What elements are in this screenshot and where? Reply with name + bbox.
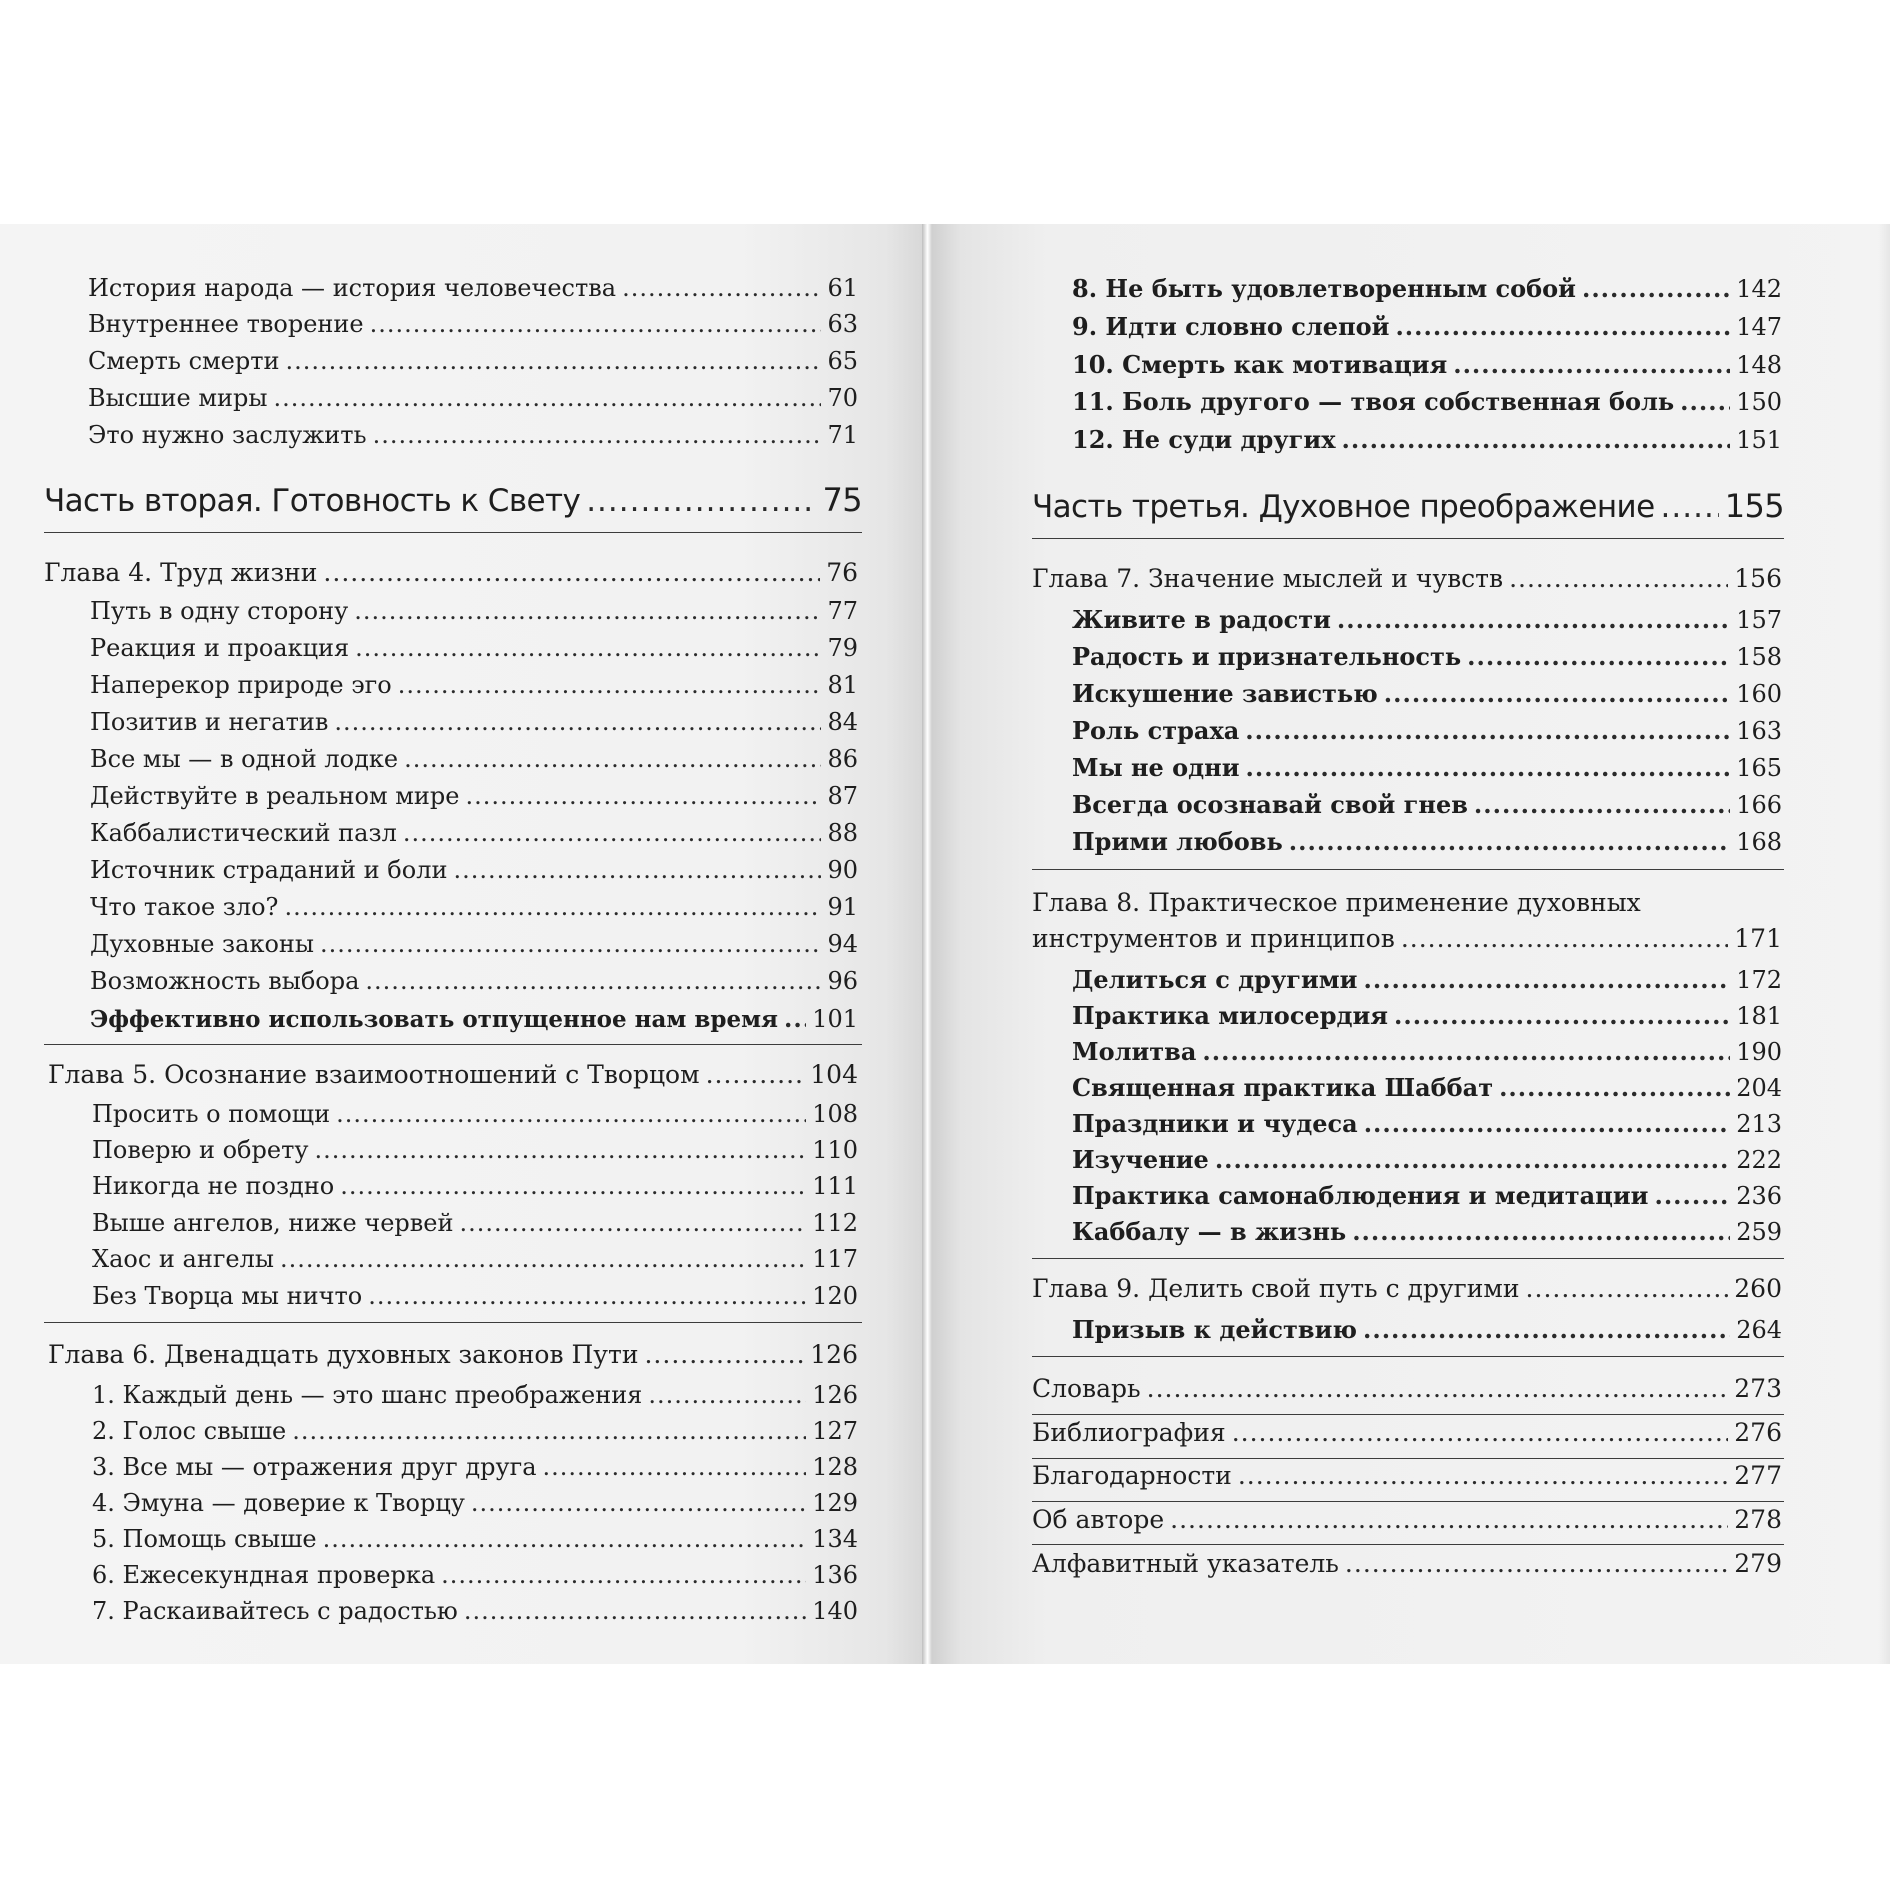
toc-entry-page: 87 (827, 782, 858, 810)
toc-entry-page: 111 (812, 1172, 858, 1200)
toc-entry-title: Это нужно заслужить (88, 421, 367, 449)
toc-entry (1072, 425, 1782, 454)
toc-entry-title: Прими любовь (1072, 827, 1283, 856)
toc-entry (1072, 1073, 1782, 1102)
divider (1032, 1544, 1784, 1545)
toc-chapter (1032, 1505, 1782, 1534)
chapter-title: Глава 6. Двенадцать духовных законов Пути (48, 1340, 639, 1369)
dot-leader (784, 1004, 806, 1033)
toc-entry-title: 4. Эмуна — доверие к Творцу (92, 1489, 465, 1517)
dot-leader (340, 1172, 806, 1200)
toc-entry (92, 1525, 858, 1553)
dot-leader (286, 347, 822, 375)
dot-leader (441, 1561, 806, 1589)
toc-entry (92, 1209, 858, 1237)
toc-entry (92, 1136, 858, 1164)
toc-entry (1072, 679, 1782, 708)
toc-entry-title: Без Творца мы ничто (92, 1282, 363, 1310)
toc-entry-page: 63 (827, 310, 858, 338)
toc-chapter (1032, 1549, 1782, 1578)
divider (1032, 1501, 1784, 1502)
toc-entry-page: 190 (1736, 1038, 1782, 1066)
toc-entry (1072, 605, 1782, 634)
toc-entry-title: Наперекор природе эго (90, 671, 392, 699)
toc-entry-page: 158 (1736, 643, 1782, 671)
dot-leader (1395, 312, 1730, 341)
dot-leader (543, 1453, 807, 1481)
part-title: Часть вторая. Готовность к Свету (44, 483, 581, 519)
toc-entry-title: 10. Смерть как мотивация (1072, 350, 1448, 379)
dot-leader (1680, 387, 1730, 416)
dot-leader (1467, 642, 1730, 671)
dot-leader (398, 671, 822, 699)
toc-entry-title: 7. Раскаивайтесь с радостью (92, 1597, 458, 1625)
toc-entry (1072, 753, 1782, 782)
toc-entry-title: Никогда не поздно (92, 1172, 335, 1200)
chapter-title: Алфавитный указатель (1032, 1549, 1339, 1578)
toc-chapter (1032, 1274, 1782, 1303)
toc-entry (92, 1245, 858, 1273)
divider (44, 532, 862, 533)
toc-chapter (1032, 1461, 1782, 1490)
toc-entry-title: 12. Не суди других (1072, 425, 1336, 454)
dot-leader (1363, 1315, 1730, 1344)
chapter-page: 156 (1734, 564, 1782, 593)
toc-entry (92, 1381, 858, 1409)
toc-entry-title: Внутреннее творение (88, 310, 364, 338)
toc-entry-title: Живите в радости (1072, 605, 1331, 634)
toc-entry (92, 1453, 858, 1481)
toc-entry-title: Высшие миры (88, 384, 268, 412)
toc-entry-title: Изучение (1072, 1145, 1209, 1174)
toc-entry-title: 11. Боль другого — твоя собственная боль (1072, 387, 1675, 416)
toc-entry (88, 384, 858, 412)
chapter-page: 104 (810, 1060, 858, 1089)
toc-chapter (44, 558, 858, 587)
toc-entry-page: 86 (827, 745, 858, 773)
toc-entry (90, 819, 858, 847)
toc-entry-title: Мы не одни (1072, 753, 1240, 782)
part-title: Часть третья. Духовное преображение (1032, 489, 1655, 525)
toc-entry (88, 421, 858, 449)
toc-entry (90, 856, 858, 884)
toc-entry-title: 3. Все мы — отражения друг друга (92, 1453, 537, 1481)
toc-entry-page: 142 (1736, 275, 1782, 303)
toc-chapter (1032, 888, 1782, 917)
toc-entry-page: 84 (827, 708, 858, 736)
toc-entry (90, 671, 858, 699)
toc-entry-page: 127 (812, 1417, 858, 1445)
dot-leader (1202, 1037, 1730, 1066)
right-toc (932, 224, 1890, 1664)
toc-entry (1072, 1217, 1782, 1246)
dot-leader (370, 310, 822, 338)
toc-entry-page: 168 (1736, 828, 1782, 856)
dot-leader (1509, 564, 1728, 593)
toc-entry (88, 347, 858, 375)
dot-leader (404, 745, 821, 773)
toc-entry-title: Каббалистический пазл (90, 819, 397, 847)
dot-leader (368, 1282, 806, 1310)
toc-entry (92, 1172, 858, 1200)
dot-leader (1453, 350, 1730, 379)
toc-entry-page: 222 (1736, 1146, 1782, 1174)
toc-entry (90, 1004, 858, 1033)
dot-leader (1337, 605, 1730, 634)
toc-entry-page: 148 (1736, 351, 1782, 379)
dot-leader (1215, 1145, 1730, 1174)
chapter-title: инструментов и принципов (1032, 924, 1395, 953)
toc-entry-page: 264 (1736, 1316, 1782, 1344)
toc-entry (92, 1100, 858, 1128)
chapter-page: 76 (826, 558, 858, 587)
dot-leader (1352, 1217, 1730, 1246)
toc-entry-page: 70 (827, 384, 858, 412)
dot-leader (1289, 827, 1730, 856)
toc-entry (90, 893, 858, 921)
toc-entry-title: Что такое зло? (90, 893, 279, 921)
toc-part-heading (1032, 487, 1784, 525)
divider (1032, 1458, 1784, 1459)
dot-leader (1384, 679, 1730, 708)
toc-entry-page: 94 (827, 930, 858, 958)
toc-entry (1072, 312, 1782, 341)
toc-entry (1072, 1181, 1782, 1210)
toc-entry-page: 259 (1736, 1218, 1782, 1246)
divider (44, 1044, 862, 1045)
toc-entry (1072, 274, 1782, 303)
toc-entry-page: 90 (827, 856, 858, 884)
toc-entry (1072, 1145, 1782, 1174)
toc-entry-page: 112 (812, 1209, 858, 1237)
left-page (0, 224, 922, 1664)
dot-leader (336, 1100, 806, 1128)
dot-leader (1401, 924, 1728, 953)
toc-entry-page: 160 (1736, 680, 1782, 708)
toc-entry (1072, 965, 1782, 994)
toc-entry-title: Хаос и ангелы (92, 1245, 274, 1273)
toc-entry-title: Возможность выбора (90, 967, 360, 995)
dot-leader (365, 967, 821, 995)
toc-entry-title: Священная практика Шаббат (1072, 1073, 1494, 1102)
toc-entry-page: 96 (827, 967, 858, 995)
toc-entry-page: 71 (827, 421, 858, 449)
toc-entry-title: Искушение завистью (1072, 679, 1378, 708)
toc-entry-page: 140 (812, 1597, 858, 1625)
dot-leader (273, 384, 821, 412)
toc-entry (1072, 716, 1782, 745)
toc-entry-page: 110 (812, 1136, 858, 1164)
toc-entry (92, 1282, 858, 1310)
dot-leader (622, 274, 821, 302)
toc-entry-title: Действуйте в реальном мире (90, 782, 460, 810)
chapter-title: Словарь (1032, 1374, 1141, 1403)
toc-entry (90, 708, 858, 736)
toc-entry (1072, 790, 1782, 819)
toc-entry-page: 136 (812, 1561, 858, 1589)
chapter-title: Глава 8. Практическое применение духовных (1032, 888, 1641, 917)
toc-chapter (48, 1060, 858, 1089)
toc-entry-page: 213 (1736, 1110, 1782, 1138)
dot-leader (1147, 1374, 1729, 1403)
chapter-page: 279 (1734, 1549, 1782, 1578)
toc-entry-title: Всегда осознавай свой гнев (1072, 790, 1468, 819)
toc-entry-page: 147 (1736, 313, 1782, 341)
dot-leader (648, 1381, 806, 1409)
toc-entry (88, 310, 858, 338)
toc-entry (1072, 1315, 1782, 1344)
toc-chapter (1032, 564, 1782, 593)
dot-leader (1661, 489, 1719, 525)
chapter-title: Глава 5. Осознание взаимоотношений с Творцом (48, 1060, 700, 1089)
dot-leader (1342, 425, 1731, 454)
toc-entry-page: 117 (812, 1245, 858, 1273)
toc-entry (1072, 827, 1782, 856)
toc-entry-page: 79 (827, 634, 858, 662)
toc-chapter (1032, 1418, 1782, 1447)
toc-entry-title: 5. Помощь свыше (92, 1525, 317, 1553)
dot-leader (1526, 1274, 1729, 1303)
dot-leader (1246, 753, 1731, 782)
toc-entry-page: 150 (1736, 388, 1782, 416)
dot-leader (471, 1489, 806, 1517)
toc-entry-title: 6. Ежесекундная проверка (92, 1561, 436, 1589)
toc-entry-page: 151 (1736, 426, 1782, 454)
chapter-title: Глава 7. Значение мыслей и чувств (1032, 564, 1504, 593)
chapter-title: Глава 4. Труд жизни (44, 558, 318, 587)
toc-entry-title: Источник страданий и боли (90, 856, 448, 884)
toc-entry-title: 8. Не быть удовлетворенным собой (1072, 274, 1576, 303)
dot-leader (354, 597, 821, 625)
toc-entry (1072, 1037, 1782, 1066)
dot-leader (1582, 274, 1730, 303)
chapter-page: 126 (810, 1340, 858, 1369)
dot-leader (1654, 1181, 1730, 1210)
toc-entry-page: 129 (812, 1489, 858, 1517)
dot-leader (403, 819, 822, 847)
toc-entry-page: 88 (827, 819, 858, 847)
toc-entry-page: 77 (827, 597, 858, 625)
toc-entry (1072, 642, 1782, 671)
dot-leader (1364, 1109, 1731, 1138)
toc-entry-title: Праздники и чудеса (1072, 1109, 1358, 1138)
dot-leader (1170, 1505, 1728, 1534)
divider (44, 1322, 862, 1323)
toc-entry (90, 597, 858, 625)
dot-leader (464, 1597, 806, 1625)
dot-leader (355, 634, 821, 662)
book-gutter (922, 224, 932, 1664)
chapter-page: 276 (1734, 1418, 1782, 1447)
toc-entry-title: Каббалу — в жизнь (1072, 1217, 1347, 1246)
dot-leader (1345, 1549, 1728, 1578)
dot-leader (292, 1417, 806, 1445)
toc-entry (1072, 350, 1782, 379)
chapter-title: Благодарности (1032, 1461, 1232, 1490)
toc-entry (90, 745, 858, 773)
divider (1032, 869, 1784, 870)
dot-leader (644, 1340, 804, 1369)
chapter-page: 171 (1734, 924, 1782, 953)
toc-entry-page: 65 (827, 347, 858, 375)
chapter-page: 273 (1734, 1374, 1782, 1403)
dot-leader (1245, 716, 1730, 745)
toc-part-heading (44, 481, 862, 519)
dot-leader (334, 708, 821, 736)
dot-leader (1474, 790, 1730, 819)
toc-entry-title: 9. Идти словно слепой (1072, 312, 1390, 341)
toc-entry-title: Роль страха (1072, 716, 1240, 745)
toc-entry-page: 163 (1736, 717, 1782, 745)
chapter-page: 277 (1734, 1461, 1782, 1490)
divider (1032, 538, 1784, 539)
dot-leader (314, 1136, 806, 1164)
chapter-title: Глава 9. Делить свой путь с другими (1032, 1274, 1520, 1303)
toc-entry-title: Выше ангелов, ниже червей (92, 1209, 454, 1237)
divider (1032, 1258, 1784, 1259)
dot-leader (459, 1209, 806, 1237)
dot-leader (373, 421, 822, 449)
toc-entry (90, 930, 858, 958)
dot-leader (1232, 1418, 1729, 1447)
toc-entry-title: Просить о помощи (92, 1100, 331, 1128)
toc-entry-page: 181 (1736, 1002, 1782, 1030)
toc-entry (1072, 1109, 1782, 1138)
toc-entry-title: Практика милосердия (1072, 1001, 1389, 1030)
toc-entry-title: Смерть смерти (88, 347, 280, 375)
dot-leader (453, 856, 821, 884)
part-page: 155 (1724, 487, 1784, 525)
toc-entry-page: 91 (827, 893, 858, 921)
dot-leader (465, 782, 821, 810)
toc-entry (1072, 387, 1782, 416)
toc-entry-title: Путь в одну сторону (90, 597, 349, 625)
dot-leader (1394, 1001, 1730, 1030)
toc-entry-title: 1. Каждый день — это шанс преображения (92, 1381, 643, 1409)
toc-entry-page: 165 (1736, 754, 1782, 782)
toc-entry-title: 2. Голос свыше (92, 1417, 287, 1445)
toc-entry-page: 81 (827, 671, 858, 699)
chapter-title: Библиография (1032, 1418, 1226, 1447)
toc-entry-title: Реакция и проакция (90, 634, 350, 662)
dot-leader (586, 483, 816, 519)
toc-entry-title: Практика самонаблюдения и медитации (1072, 1181, 1649, 1210)
toc-entry (1072, 1001, 1782, 1030)
toc-entry-title: Эффективно использовать отпущенное нам время (90, 1006, 779, 1033)
toc-chapter (48, 1340, 858, 1369)
toc-entry-page: 157 (1736, 606, 1782, 634)
toc-entry (92, 1597, 858, 1625)
toc-entry-title: Призыв к действию (1072, 1315, 1357, 1344)
dot-leader (280, 1245, 806, 1273)
chapter-title: Об авторе (1032, 1505, 1165, 1534)
toc-entry (90, 967, 858, 995)
toc-entry-page: 101 (812, 1005, 858, 1033)
toc-entry-title: Молитва (1072, 1037, 1197, 1066)
toc-chapter (1032, 924, 1782, 953)
dot-leader (1363, 965, 1730, 994)
toc-entry-title: Поверю и обрету (92, 1136, 309, 1164)
toc-entry-title: История народа — история человечества (88, 274, 617, 302)
dot-leader (706, 1060, 805, 1089)
right-page (932, 224, 1890, 1664)
divider (1032, 1414, 1784, 1415)
toc-entry (90, 634, 858, 662)
toc-entry (92, 1561, 858, 1589)
dot-leader (1238, 1461, 1728, 1490)
dot-leader (1499, 1073, 1730, 1102)
left-toc (0, 224, 922, 1664)
toc-entry-title: Духовные законы (90, 930, 315, 958)
toc-entry-page: 61 (827, 274, 858, 302)
part-page: 75 (822, 481, 862, 519)
dot-leader (323, 558, 820, 587)
toc-entry (92, 1417, 858, 1445)
divider (1032, 1356, 1784, 1357)
toc-entry-page: 134 (812, 1525, 858, 1553)
toc-entry-page: 166 (1736, 791, 1782, 819)
toc-entry-page: 128 (812, 1453, 858, 1481)
dot-leader (284, 893, 821, 921)
toc-entry-title: Делиться с другими (1072, 965, 1358, 994)
toc-entry-page: 172 (1736, 966, 1782, 994)
dot-leader (320, 930, 821, 958)
toc-entry-title: Все мы — в одной лодке (90, 745, 399, 773)
toc-entry-page: 108 (812, 1100, 858, 1128)
toc-entry-page: 204 (1736, 1074, 1782, 1102)
toc-entry-title: Радость и признательность (1072, 642, 1462, 671)
dot-leader (323, 1525, 807, 1553)
toc-chapter (1032, 1374, 1782, 1403)
chapter-page: 260 (1734, 1274, 1782, 1303)
toc-entry-page: 126 (812, 1381, 858, 1409)
chapter-page: 278 (1734, 1505, 1782, 1534)
toc-entry-page: 120 (812, 1282, 858, 1310)
toc-entry-page: 236 (1736, 1182, 1782, 1210)
toc-entry-title: Позитив и негатив (90, 708, 329, 736)
toc-entry (88, 274, 858, 302)
toc-entry (90, 782, 858, 810)
toc-entry (92, 1489, 858, 1517)
